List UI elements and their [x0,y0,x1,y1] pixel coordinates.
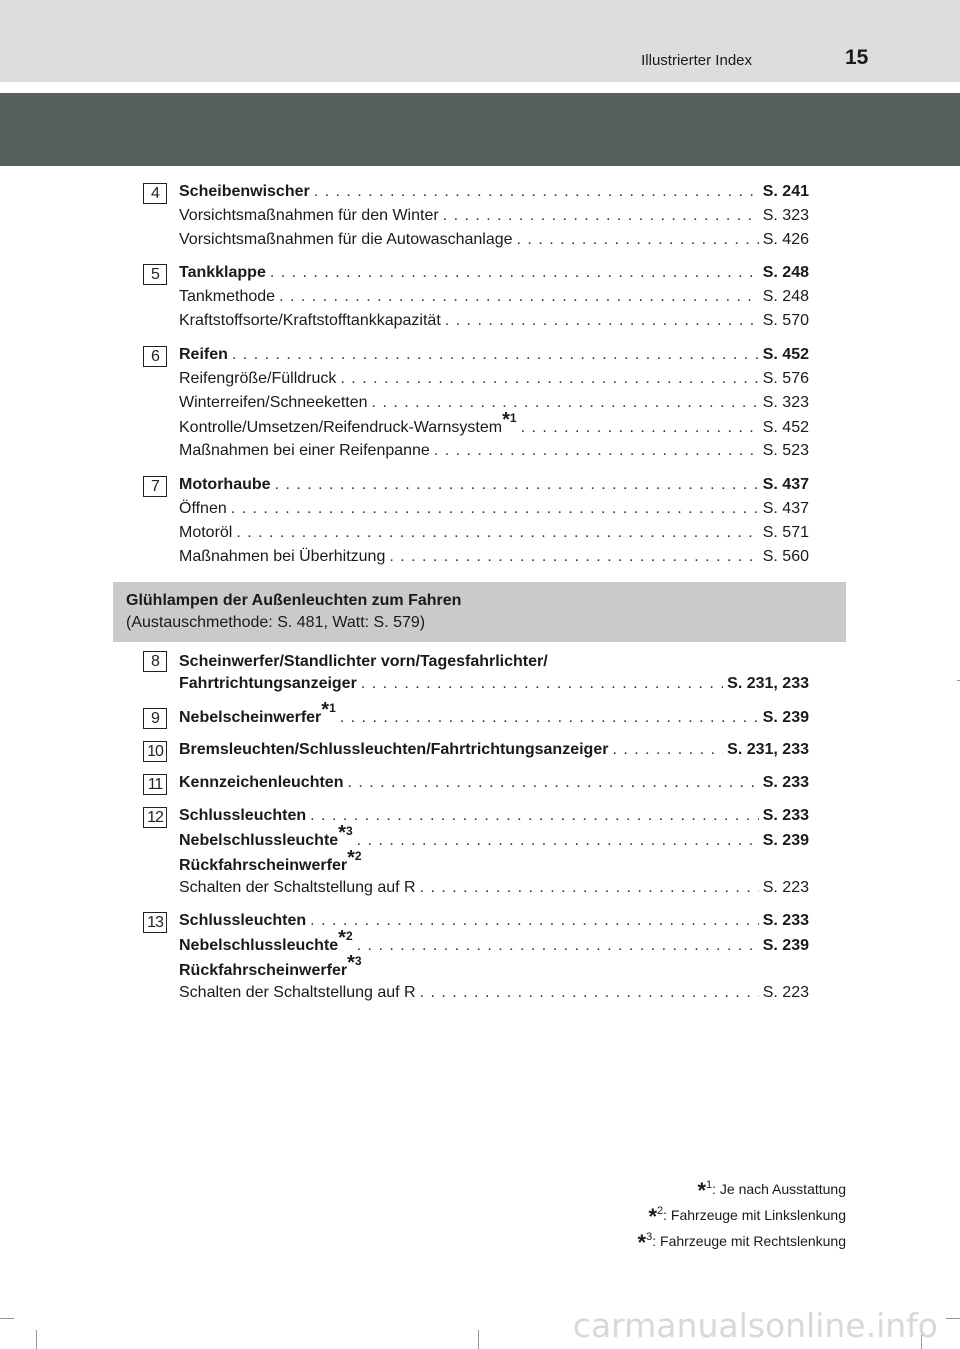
entry-label-text: Rückfahrscheinwerfer [179,857,348,874]
page-ref: S. 570 [762,312,809,329]
page-ref: S. 231, 233 [727,675,809,692]
leader-dots [310,807,759,825]
page-ref: S. 426 [762,231,809,248]
page-ref: S. 523 [762,442,809,459]
leader-dots [357,937,759,955]
entry-label [179,927,353,955]
page-ref: S. 452 [762,346,809,363]
index-entry [179,346,809,370]
leader-dots [236,524,758,542]
entry-label: Scheibenwischer [179,183,310,200]
footnote-asterisk: *2 [347,847,362,869]
footnote [638,1201,846,1227]
entry-label: Scheinwerfer/Standlichter vorn/Tagesfahrlichter/ [179,653,548,670]
footnote-number: 3 [646,1231,653,1243]
entry-label: Winterreifen/Schneeketten [179,394,368,411]
page-ref: S. 571 [762,524,809,541]
footnote [638,1227,846,1253]
leader-dots [420,879,759,897]
entry-label: Fahrtrichtungsanzeiger [179,675,357,692]
header-title: Illustrierter Index [641,52,752,69]
lamp-section-box [113,582,846,642]
leader-dots [310,912,759,930]
entry-label: Maßnahmen bei einer Reifenpanne [179,442,430,459]
page-ref: S. 223 [762,984,809,1001]
page-ref: S. 233 [762,912,809,929]
entry-label: Bremsleuchten/Schlussleuchten/Fahrtrichtungsanzeiger [179,741,609,758]
index-entry [179,912,809,936]
footnote-asterisk: * [648,1204,657,1229]
entry-label: Tankklappe [179,264,266,281]
index-entry [179,774,809,798]
item-number-box: 10 [143,741,167,762]
index-entry [179,183,809,207]
leader-dots [434,442,759,460]
index-entry [179,741,809,765]
leader-dots [389,548,758,566]
item-number-box: 12 [143,807,167,828]
index-entry [179,927,809,960]
crop-mark [0,1318,14,1319]
footnote-number: 3 [354,954,362,968]
item-number-box: 6 [143,346,167,367]
entry-label-text: Nebelschlussleuchte [179,832,339,849]
index-entry [179,699,809,732]
page-ref: S. 223 [762,879,809,896]
page-ref: S. 231, 233 [727,741,809,758]
index-entry [179,264,809,288]
index-subentry [179,394,809,418]
page-ref: S. 452 [762,419,809,436]
footnote-number: 1 [706,1179,713,1191]
footnote-text: : Fahrzeuge mit Linkslenkung [663,1207,846,1223]
page-ref: S. 437 [762,500,809,517]
index-subentry [179,312,809,336]
entry-label: Reifengröße/Fülldruck [179,370,337,387]
index-subentry [179,442,809,466]
footnote-number: 1 [329,701,336,715]
entry-label: Kennzeichenleuchten [179,774,344,791]
entry-label: Maßnahmen bei Überhitzung [179,548,386,565]
entry-label: Schlussleuchten [179,807,307,824]
header-band [0,93,960,166]
footnote-asterisk: *3 [338,822,353,844]
entry-label: Schalten der Schaltstellung auf R [179,984,416,1001]
leader-dots [361,675,723,693]
entry-label: Motorhaube [179,476,271,493]
entry-label-text: Kontrolle/Umsetzen/Reifendruck-Warnsystem [179,419,503,436]
crop-mark [478,1330,479,1349]
index-subentry [179,548,809,572]
page-ref: S. 239 [762,832,809,849]
page-ref: S. 233 [762,774,809,791]
entry-label: Motoröl [179,524,233,541]
page-ref: S. 437 [762,476,809,493]
footnote-asterisk: *1 [321,699,336,721]
leader-dots [270,264,759,282]
footnote [638,1175,846,1201]
index-entry [179,476,809,500]
index-subentry [179,288,809,312]
footnote-number: 2 [354,849,362,863]
page-ref: S. 239 [762,937,809,954]
watermark: carmanualsonline.info [572,1306,938,1345]
index-subentry [179,879,809,903]
page-ref: S. 248 [762,288,809,305]
leader-dots [340,709,759,727]
entry-label [179,699,336,727]
page-ref: S. 560 [762,548,809,565]
index-subentry [179,231,809,255]
page-ref: S. 241 [762,183,809,200]
leader-dots [275,476,759,494]
footnote-number: 1 [509,411,517,425]
footnote-number: 2 [657,1205,664,1217]
leader-dots [521,419,759,437]
index-entry [179,675,809,699]
header-strip [0,0,960,82]
entry-label [179,409,517,437]
entry-label: Reifen [179,346,228,363]
leader-dots [232,346,759,364]
footnote-number: 3 [345,824,353,838]
footnote-text: : Je nach Ausstattung [712,1181,846,1197]
item-number-box: 8 [143,651,167,672]
item-number-box: 7 [143,476,167,497]
entry-label: Schalten der Schaltstellung auf R [179,879,416,896]
leader-dots [314,183,759,201]
footnote-text: : Fahrzeuge mit Rechtslenkung [652,1233,846,1249]
entry-label: Vorsichtsmaßnahmen für den Winter [179,207,439,224]
entry-label: Schlussleuchten [179,912,307,929]
leader-dots [420,984,759,1002]
index-subentry [179,370,809,394]
leader-dots [340,370,758,388]
leader-dots [517,231,759,249]
leader-dots [443,207,759,225]
entry-label-text: Nebelscheinwerfer [179,709,322,726]
index-subentry [179,500,809,524]
lamp-section-title: Glühlampen der Außenleuchten zum Fahren [126,592,462,609]
page-ref: S. 239 [762,709,809,726]
index-entry [179,807,809,831]
entry-label-text: Nebelschlussleuchte [179,937,339,954]
page-ref: S. 323 [762,207,809,224]
item-number-box: 13 [143,912,167,933]
page-ref: S. 323 [762,394,809,411]
entry-label: Vorsichtsmaßnahmen für die Autowaschanlage [179,231,513,248]
item-number-box: 4 [143,183,167,204]
leader-dots [279,288,759,306]
page-number: 15 [845,46,869,69]
footnote-asterisk: *3 [347,952,362,974]
item-number-box: 5 [143,264,167,285]
leader-dots [612,741,723,759]
index-subentry [179,524,809,548]
index-subentry [179,409,809,442]
footnote-asterisk: * [697,1178,706,1203]
index-entry [179,822,809,855]
entry-label [179,952,362,980]
entry-label: Tankmethode [179,288,276,305]
entry-label: Öffnen [179,500,227,517]
footnote-asterisk: *2 [338,927,353,949]
footnote-asterisk: * [637,1230,647,1255]
leader-dots [231,500,759,518]
leader-dots [347,774,758,792]
crop-mark [36,1330,37,1349]
entry-label [179,847,362,875]
page-ref: S. 248 [762,264,809,281]
index-subentry [179,984,809,1008]
leader-dots [445,312,759,330]
leader-dots [357,832,759,850]
page-ref: S. 233 [762,807,809,824]
item-number-box: 11 [143,774,167,795]
entry-label: Kraftstoffsorte/Kraftstofftankkapazität [179,312,441,329]
lamp-section-subtitle: (Austauschmethode: S. 481, Watt: S. 579) [126,614,426,631]
page-ref: S. 576 [762,370,809,387]
index-subentry [179,207,809,231]
entry-label-text: Rückfahrscheinwerfer [179,962,348,979]
leader-dots [372,394,759,412]
footnote-number: 2 [345,929,353,943]
item-number-box: 9 [143,708,167,729]
footnote-asterisk: *1 [502,409,517,431]
crop-mark [946,1318,960,1319]
entry-label [179,822,353,850]
footnotes [638,1175,846,1253]
